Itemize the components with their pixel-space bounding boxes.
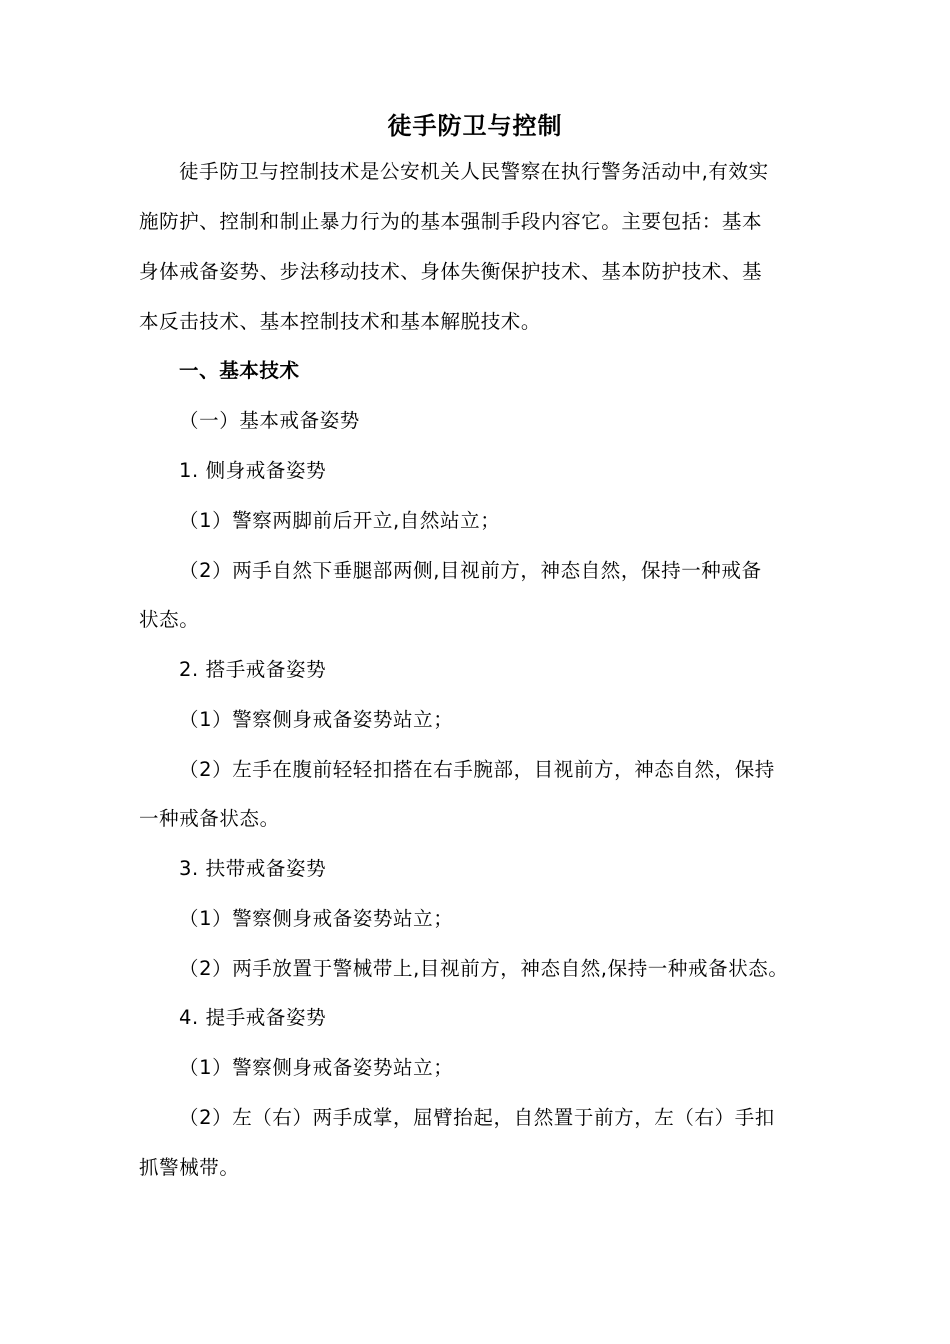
item-title: 3. 扶带戒备姿势 (179, 857, 327, 880)
item-title: 4. 提手戒备姿势 (179, 1006, 327, 1029)
intro-line-1: 徒手防卫与控制技术是公安机关人民警察在执行警务活动中,有效实 (179, 160, 769, 183)
item-title: 1. 侧身戒备姿势 (179, 459, 327, 482)
intro-line-2: 施防护、控制和制止暴力行为的基本强制手段内容它。主要包括：基本 (139, 210, 763, 233)
section-heading: 一、基本技术 (179, 359, 300, 382)
item-step: （1）警察侧身戒备姿势站立； (179, 907, 454, 930)
document-title: 徒手防卫与控制 (387, 112, 563, 140)
item-step: （2）两手自然下垂腿部两侧,目视前方，神态自然，保持一种戒备 (179, 559, 762, 582)
intro-line-4: 本反击技术、基本控制技术和基本解脱技术。 (139, 310, 542, 333)
item-step-continuation: 一种戒备状态。 (139, 807, 280, 830)
item-title: 2. 搭手戒备姿势 (179, 658, 327, 681)
intro-line-3: 身体戒备姿势、步法移动技术、身体失衡保护技术、基本防护技术、基 (139, 260, 763, 283)
item-step: （1）警察侧身戒备姿势站立； (179, 1056, 454, 1079)
item-step: （2）两手放置于警械带上,目视前方，神态自然,保持一种戒备状态。 (179, 957, 789, 980)
item-step: （1）警察两脚前后开立,自然站立； (179, 509, 501, 532)
item-step: （2）左（右）两手成掌，屈臂抬起，自然置于前方，左（右）手扣 (179, 1106, 775, 1129)
item-step: （2）左手在腹前轻轻扣搭在右手腕部，目视前方，神态自然，保持 (179, 758, 775, 781)
subsection-heading: （一）基本戒备姿势 (179, 409, 360, 432)
item-step-continuation: 抓警械带。 (139, 1156, 240, 1179)
item-step: （1）警察侧身戒备姿势站立； (179, 708, 454, 731)
item-step-continuation: 状态。 (139, 608, 200, 631)
